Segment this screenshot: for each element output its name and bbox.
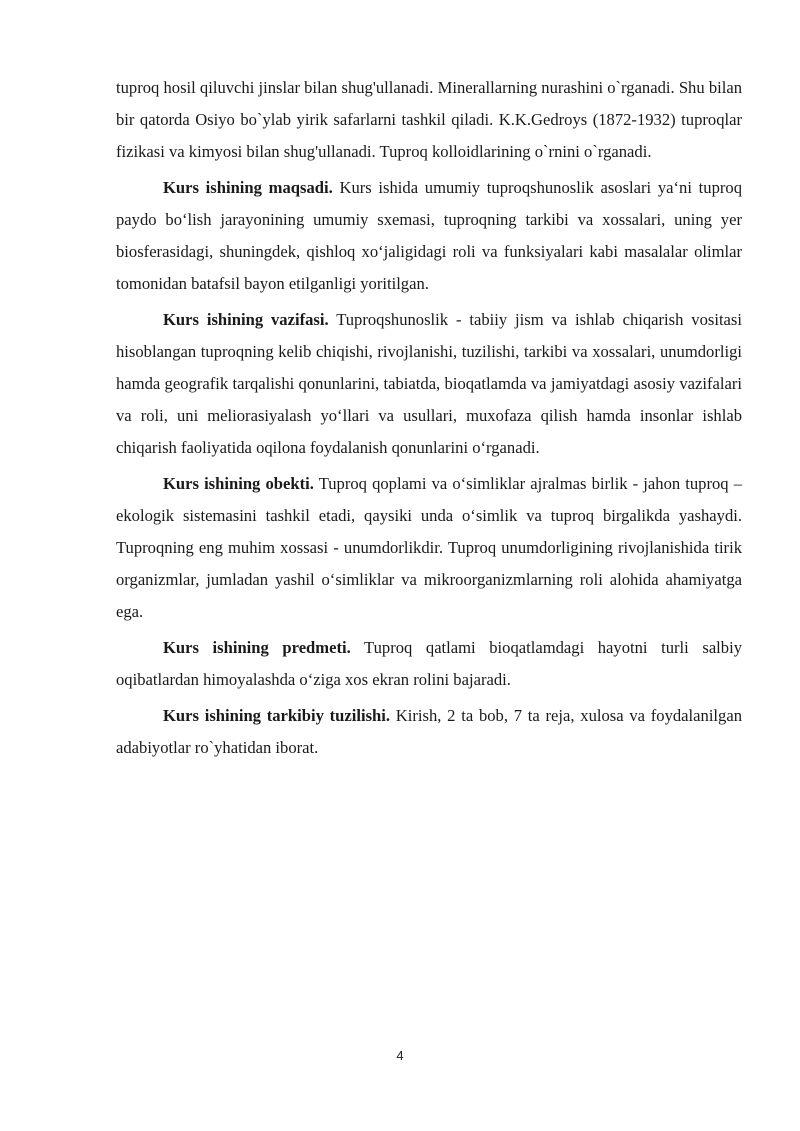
section-object-label: Kurs ishining obekti. — [163, 474, 314, 493]
section-structure-text: Kirish, 2 ta bob, 7 ta reja, xulosa va foydalanilgan adabiyotlar ro`yhatidan iborat. — [116, 706, 743, 757]
section-goal-label: Kurs ishining maqsadi. — [163, 178, 333, 197]
section-object-text: Tuproq qoplami va o‘simliklar ajralmas birlik - jahon tuproq – ekologik sistemasini tashkil etadi, qaysiki unda o‘simlik va tuproq birgalikda yashaydi. Tuproqning eng muhim xossasi - unumdorlikdir. Tuproq unumdorligining rivojlanishida tirik organizmlar, jumladan yashil o‘simliklar va mikroorganizmlarning roli alohida ahamiyatga ega. — [116, 474, 743, 621]
section-subject-label: Kurs ishining predmeti. — [163, 638, 351, 657]
section-goal-paragraph — [116, 172, 742, 300]
intro-paragraph: tuproq hosil qiluvchi jinslar bilan shug'ullanadi. Minerallarning nurashini o`rganadi. Shu bilan bir qatorda Osiyo bo`ylab yirik safarlarni tashkil qiladi. K.K.Gedroys (1872-1932) tuproqlar fizikasi va kimyosi bilan shug'ullanadi. Tuproq kolloidlarining o`rnini o`rganadi. — [116, 78, 742, 161]
section-structure-paragraph — [116, 700, 742, 764]
section-task-paragraph — [116, 304, 742, 464]
section-task-label: Kurs ishining vazifasi. — [163, 310, 329, 329]
section-task-text: Tuproqshunoslik - tabiiy jism va ishlab chiqarish vositasi hisoblangan tuproqning kelib chiqishi, rivojlanishi, tuzilishi, tarkibi va xossalari, unumdorligi hamda geografik tarqalishi qonunlarini, tabiatda, bioqatlamda va jamiyatdagi asosiy vazifalari va roli, uni meliorasiyalash yo‘llari va usullari, muxofaza qilish hamda insonlar ishlab chiqarish faoliyatida oqilona foydalanish qonunlarini o‘rganadi. — [116, 310, 742, 457]
document-page — [116, 72, 742, 768]
section-structure-label: Kurs ishining tarkibiy tuzilishi. — [163, 706, 391, 725]
section-goal-text: Kurs ishida umumiy tuproqshunoslik asoslari ya‘ni tuproq paydo bo‘lish jarayonining umumiy sxemasi, tuproqning tarkibi va xossalari, uning yer biosferasidagi, shuningdek, qishloq xo‘jaligidagi roli va funksiyalari kabi masalalar olimlar tomonidan batafsil bayon etilganligi yoritilgan. — [116, 178, 742, 293]
section-subject-text: Tuproq qatlami bioqatlamdagi hayotni turli salbiy oqibatlardan himoyalashda o‘ziga xos ekran rolini bajaradi. — [116, 638, 742, 689]
section-object-paragraph — [116, 468, 742, 628]
page-number: 4 — [396, 1048, 404, 1063]
section-subject-paragraph — [116, 632, 742, 696]
